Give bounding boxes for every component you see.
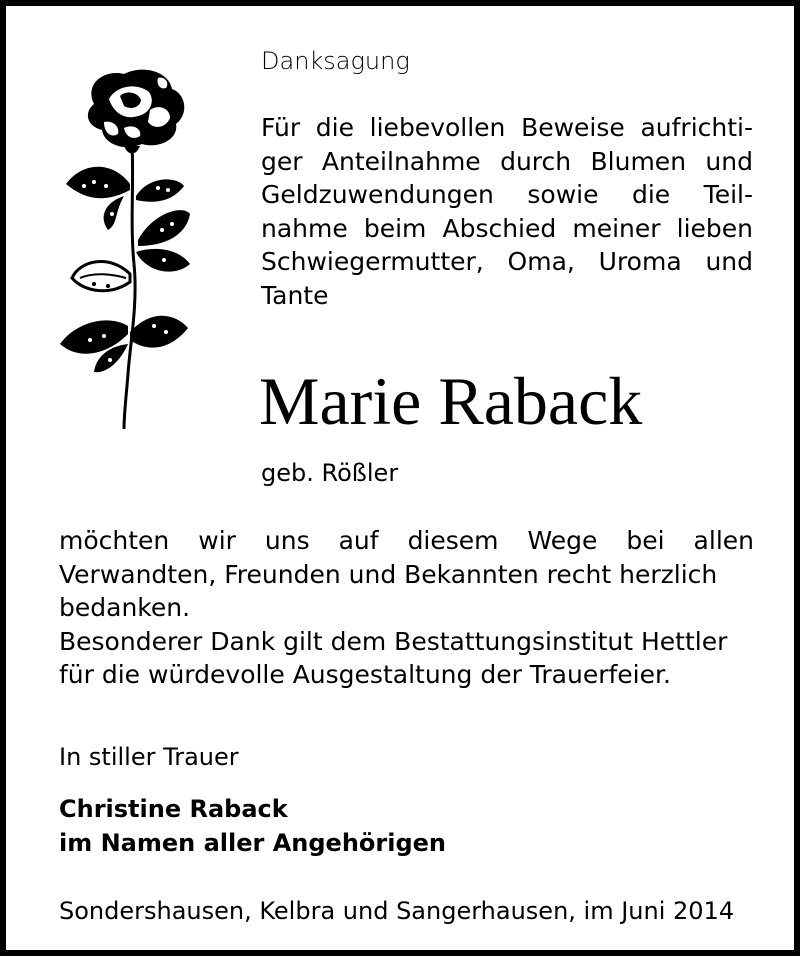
deceased-name: Marie Raback [259,363,643,439]
intro-paragraph [261,111,753,313]
signer-name: Christine Raback [59,795,288,823]
maiden-name: geb. Rößler [261,459,399,487]
body-line: möchten wir uns auf diesem Wege bei allen [59,526,754,555]
intro-line: Geldzuwendungen sowie die Teil- [261,180,753,210]
signers-block [59,792,446,860]
intro-line: Für die liebevollen Beweise aufrichti- [261,113,753,142]
body-line: für die würdevolle Ausgestaltung der Trauerfeier. [59,660,671,690]
body-line: Verwandten, Freunden und Bekannten recht herzlich [59,559,718,589]
intro-line: Schwiegermutter, Oma, Uroma und [261,247,753,277]
intro-line: Tante [261,280,329,310]
intro-line: ger Anteilnahme durch Blumen und [261,146,753,176]
body-line: Besonderer Dank gilt dem Bestattungsinstitut Hettler [59,626,728,656]
thanks-paragraph [59,524,754,692]
intro-line: nahme beim Abschied meiner lieben [261,213,753,243]
rose-icon [54,64,204,434]
mourning-line: In stiller Trauer [59,743,239,771]
body-line: bedanken. [59,593,191,623]
notice-heading: Danksagung [261,47,410,75]
signer-note: im Namen aller Angehörigen [59,829,447,857]
place-date: Sondershausen, Kelbra und Sangerhausen, im Juni 2014 [59,897,735,925]
